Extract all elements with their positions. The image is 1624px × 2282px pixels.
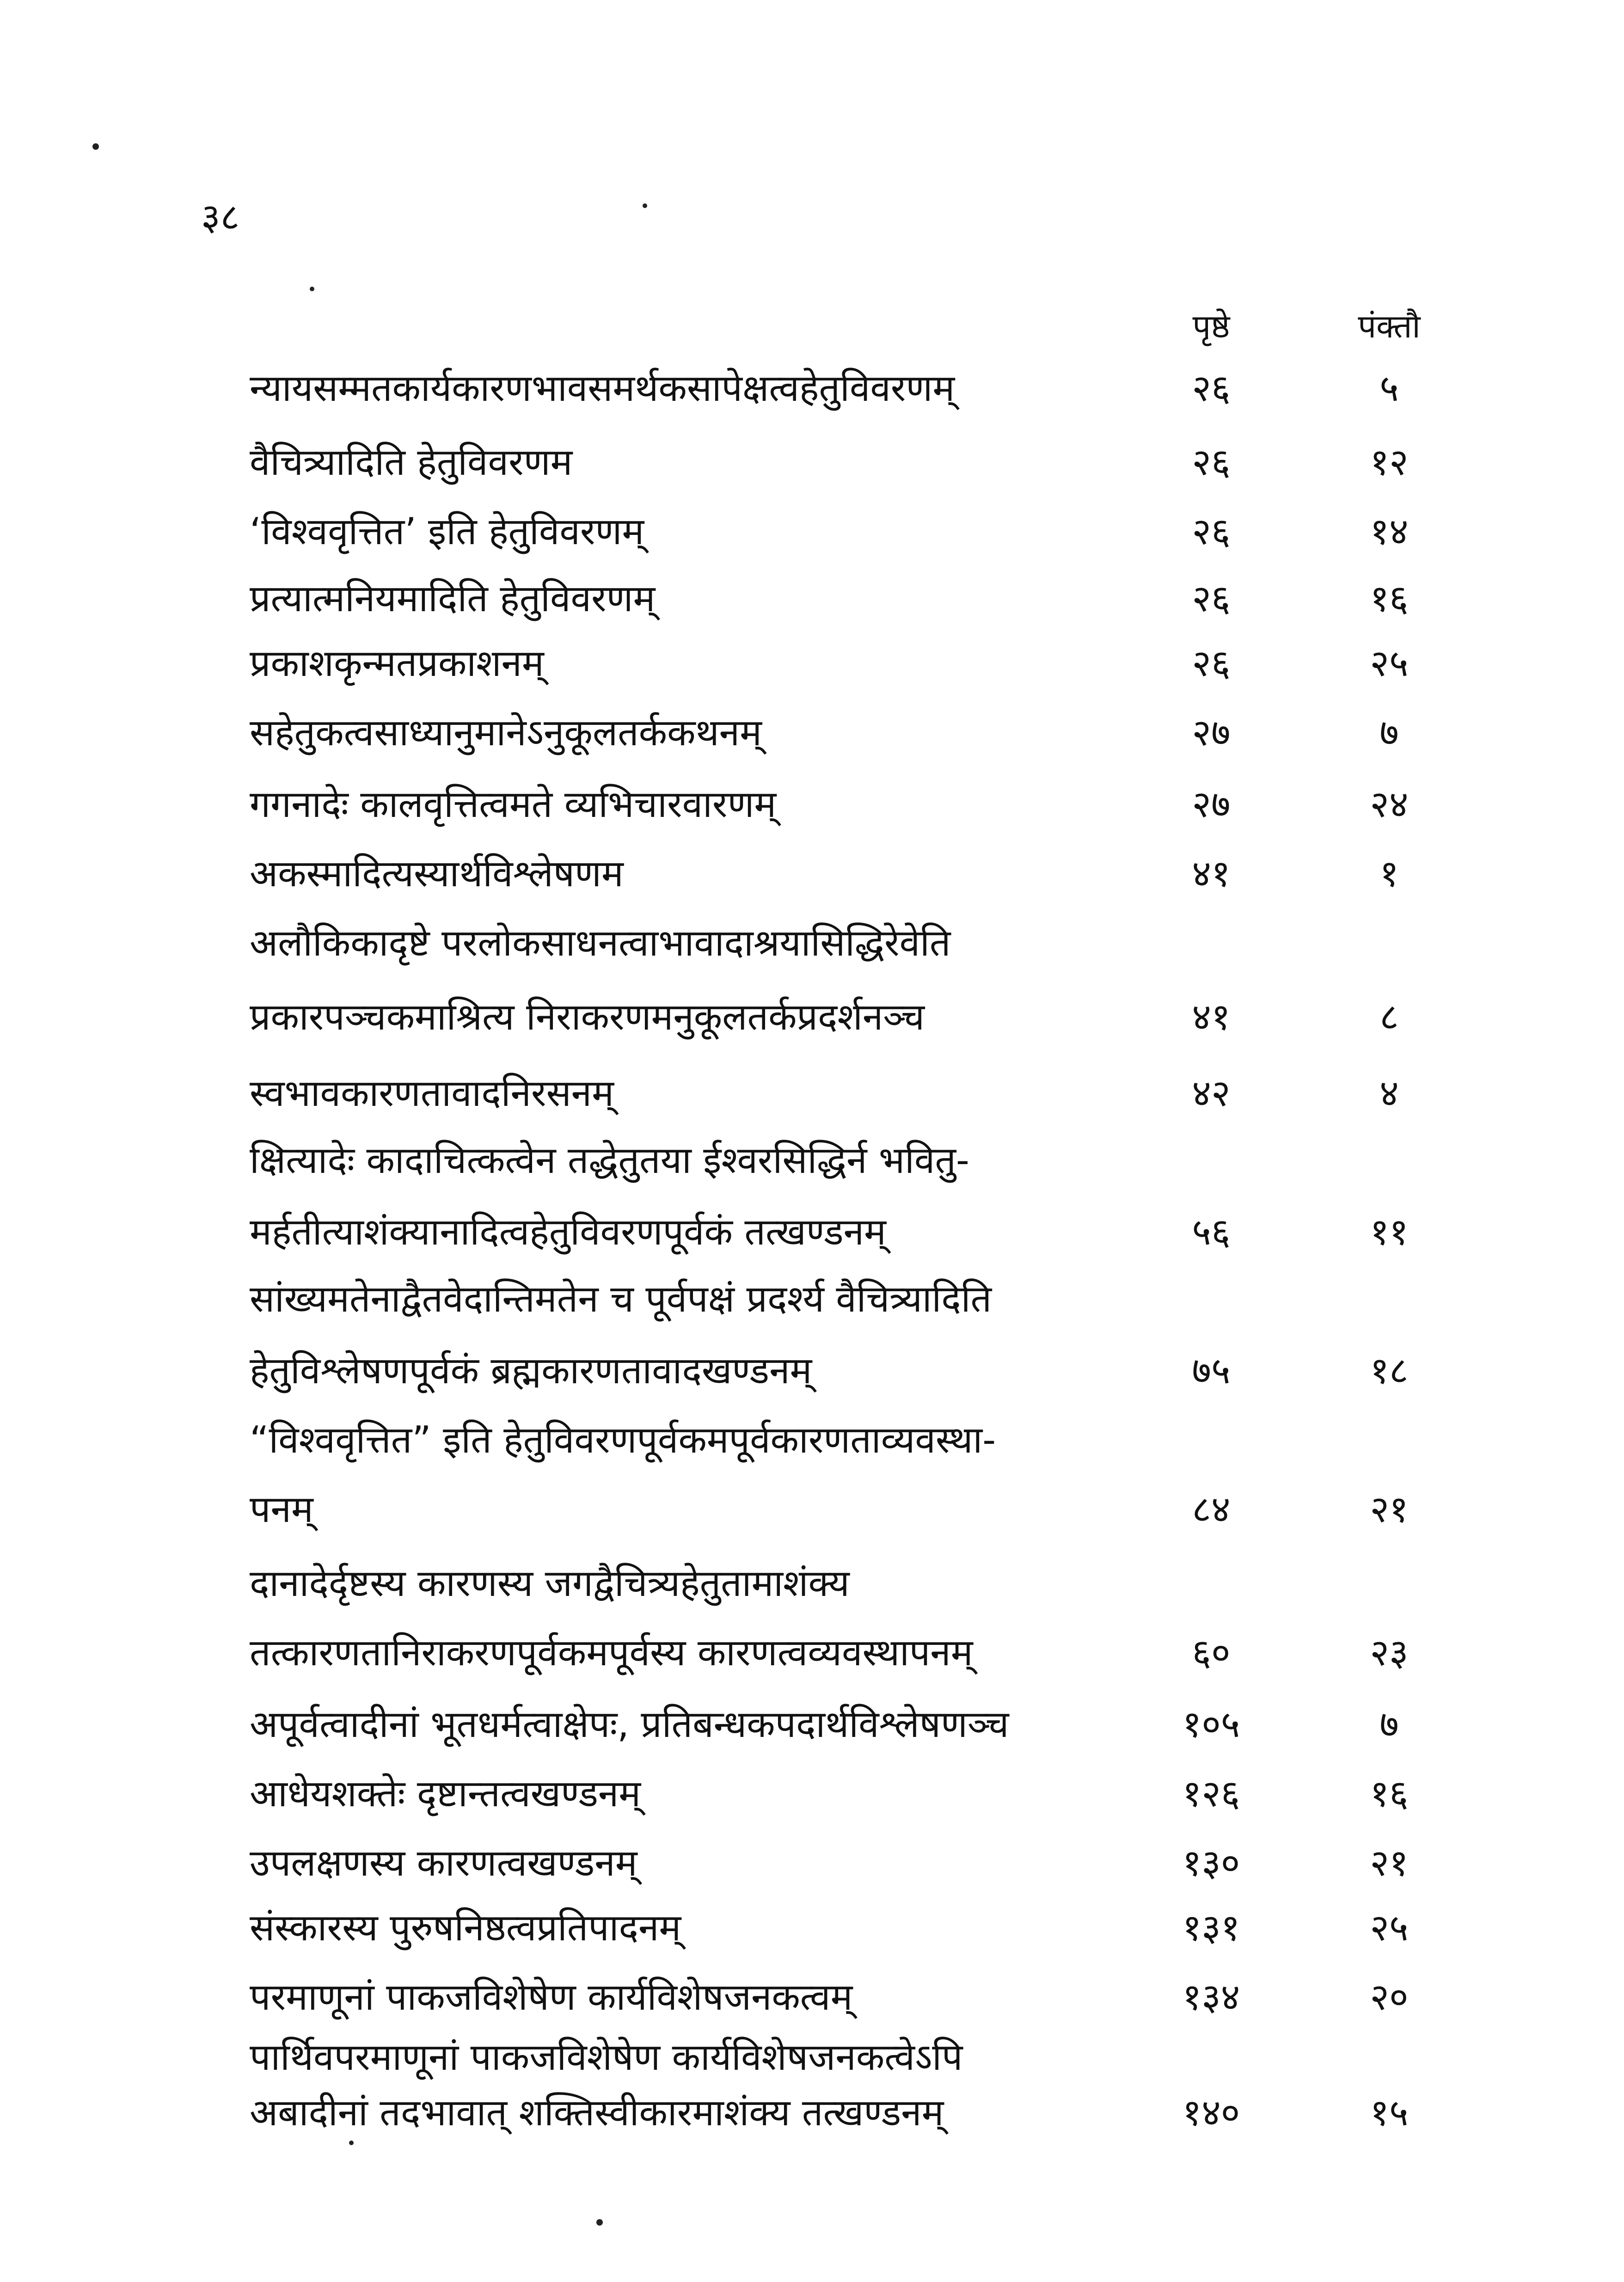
entry-title: प्रत्यात्मनियमादिति हेतुविवरणम् bbox=[250, 577, 656, 620]
list-item bbox=[250, 356, 1479, 421]
entry-title: पार्थिवपरमाणूनां पाकजविशेषेण कार्यविशेषजनकत्वेऽपि bbox=[250, 2036, 963, 2079]
entry-page-number: ४१ bbox=[1192, 852, 1231, 895]
line-column-header: पंक्तौ bbox=[1358, 307, 1421, 345]
entry-line-number: १ bbox=[1379, 852, 1399, 895]
entry-title: गगनादेः कालवृत्तित्वमते व्यभिचारवारणम् bbox=[250, 783, 777, 826]
list-item bbox=[250, 911, 1479, 975]
entry-page-number: ५६ bbox=[1192, 1210, 1231, 1253]
entry-line-number: ७ bbox=[1379, 711, 1399, 754]
entry-line-number: २५ bbox=[1370, 642, 1409, 685]
list-item bbox=[250, 1761, 1479, 1826]
entry-line-number: २४ bbox=[1370, 783, 1409, 826]
list-item bbox=[250, 1267, 1479, 1331]
list-item bbox=[250, 772, 1479, 837]
list-item bbox=[250, 566, 1479, 631]
entry-page-number: २६ bbox=[1192, 577, 1231, 620]
entry-title: अलौकिकादृष्टे परलोकसाधनत्वाभावादाश्रयासिद्धिरेवेति bbox=[250, 921, 951, 964]
entry-title: पनम् bbox=[250, 1488, 313, 1531]
scan-speck bbox=[349, 2141, 354, 2145]
entry-title: हेतुविश्लेषणपूर्वकं ब्रह्मकारणतावादखण्डनम् bbox=[250, 1349, 812, 1392]
entry-title: प्रकारपञ्चकमाश्रित्य निराकरणमनुकूलतर्कप्रदर्शनञ्च bbox=[250, 995, 925, 1038]
page-number: ३८ bbox=[201, 196, 240, 239]
entry-title: “विश्ववृत्तित” इति हेतुविवरणपूर्वकमपूर्वकारणताव्यवस्था- bbox=[250, 1418, 996, 1461]
entry-title: क्षित्यादेः कादाचित्कत्वेन तद्धेतुतया ईश्वरसिद्धिर्न भवितु- bbox=[250, 1139, 969, 1182]
list-item bbox=[250, 1620, 1479, 1685]
entry-title: सांख्यमतेनाद्वैतवेदान्तिमतेन च पूर्वपक्षं प्रदर्श्य वैचित्र्यादिति bbox=[250, 1277, 992, 1320]
entry-page-number: ७५ bbox=[1192, 1349, 1231, 1392]
entry-line-number: १८ bbox=[1370, 1349, 1409, 1392]
entry-title: उपलक्षणस्य कारणत्वखण्डनम् bbox=[250, 1841, 637, 1884]
entry-title: परमाणूनां पाकजविशेषेण कार्यविशेषजनकत्वम् bbox=[250, 1975, 853, 2018]
entry-page-number: २६ bbox=[1192, 367, 1231, 410]
entry-page-number: १३४ bbox=[1182, 1975, 1240, 2018]
list-item bbox=[250, 1965, 1479, 2030]
entry-page-number: १०५ bbox=[1182, 1703, 1240, 1746]
entry-page-number: २७ bbox=[1192, 711, 1231, 754]
entry-title: वैचित्र्यादिति हेतुविवरणम bbox=[250, 441, 573, 484]
entry-line-number: १६ bbox=[1370, 1772, 1409, 1815]
entry-line-number: २१ bbox=[1370, 1488, 1409, 1531]
entry-title: प्रकाशकृन्मतप्रकाशनम् bbox=[250, 642, 544, 685]
entry-title: ‘विश्ववृत्तित’ इति हेतुविवरणम् bbox=[250, 510, 644, 553]
entry-line-number: १६ bbox=[1370, 577, 1409, 620]
entry-page-number: १४० bbox=[1182, 2091, 1240, 2134]
scan-speck bbox=[643, 203, 647, 208]
entry-title: दानादेर्दृष्टस्य कारणस्य जगद्वैचित्र्यहेतुतामाशंक्य bbox=[250, 1562, 850, 1605]
entry-page-number: २६ bbox=[1192, 510, 1231, 553]
entry-title: मर्हतीत्याशंक्यानादित्वहेतुविवरणपूर्वकं तत्खण्डनम् bbox=[250, 1210, 886, 1253]
list-item bbox=[250, 1551, 1479, 1616]
entry-title: अकस्मादित्यस्यार्थविश्लेषणम bbox=[250, 852, 624, 895]
list-item bbox=[250, 2025, 1479, 2090]
list-item bbox=[250, 1477, 1479, 1542]
entry-title: संस्कारस्य पुरुषनिष्ठत्वप्रतिपादनम् bbox=[250, 1906, 681, 1949]
list-item bbox=[250, 2080, 1479, 2145]
entry-line-number: ५ bbox=[1379, 367, 1399, 410]
list-item bbox=[250, 1692, 1479, 1757]
entry-line-number: १४ bbox=[1370, 510, 1409, 553]
scan-speck bbox=[310, 287, 314, 291]
list-item bbox=[250, 499, 1479, 564]
entry-page-number: ४१ bbox=[1192, 995, 1231, 1038]
entry-title: न्यायसम्मतकार्यकारणभावसमर्थकसापेक्षत्वहेतुविवरणम् bbox=[250, 367, 955, 410]
entry-line-number: ७ bbox=[1379, 1703, 1399, 1746]
list-item bbox=[250, 1128, 1479, 1193]
list-item bbox=[250, 1061, 1479, 1126]
scan-speck bbox=[92, 143, 99, 150]
list-item bbox=[250, 1831, 1479, 1896]
entry-page-number: १२६ bbox=[1182, 1772, 1240, 1815]
entry-title: स्वभावकारणतावादनिरसनम् bbox=[250, 1072, 614, 1115]
list-item bbox=[250, 1338, 1479, 1403]
list-item bbox=[250, 700, 1479, 765]
list-item bbox=[250, 1200, 1479, 1264]
entry-line-number: १५ bbox=[1370, 2091, 1409, 2134]
list-item bbox=[250, 1408, 1479, 1472]
column-headers bbox=[0, 303, 1624, 354]
entry-title: अबादीनां तदभावात् शक्तिस्वीकारमाशंक्य तत्खण्डनम् bbox=[250, 2091, 944, 2134]
entry-page-number: २६ bbox=[1192, 642, 1231, 685]
scan-speck bbox=[596, 2219, 603, 2226]
entry-page-number: २६ bbox=[1192, 441, 1231, 484]
list-item bbox=[250, 985, 1479, 1049]
entry-page-number: ४२ bbox=[1192, 1072, 1231, 1115]
entry-page-number: ८४ bbox=[1192, 1488, 1231, 1531]
entry-page-number: ६० bbox=[1192, 1631, 1231, 1674]
entry-title: आधेयशक्तेः दृष्टान्तत्वखण्डनम् bbox=[250, 1772, 641, 1815]
entry-line-number: २५ bbox=[1370, 1906, 1409, 1949]
entry-line-number: १२ bbox=[1370, 441, 1409, 484]
list-item bbox=[250, 631, 1479, 696]
entry-line-number: २० bbox=[1370, 1975, 1409, 2018]
entry-page-number: १३१ bbox=[1182, 1906, 1240, 1949]
entry-line-number: ११ bbox=[1370, 1210, 1409, 1253]
entry-line-number: ८ bbox=[1379, 995, 1399, 1038]
entry-line-number: ४ bbox=[1379, 1072, 1399, 1115]
list-item bbox=[250, 430, 1479, 495]
page-column-header: पृष्ठे bbox=[1192, 307, 1230, 345]
entry-title: सहेतुकत्वसाध्यानुमानेऽनुकूलतर्ककथनम् bbox=[250, 711, 762, 754]
list-item bbox=[250, 841, 1479, 906]
entry-title: तत्कारणतानिराकरणपूर्वकमपूर्वस्य कारणत्वव्यवस्थापनम् bbox=[250, 1631, 973, 1674]
list-item bbox=[250, 1896, 1479, 1960]
entry-page-number: २७ bbox=[1192, 783, 1231, 826]
entry-title: अपूर्वत्वादीनां भूतधर्मत्वाक्षेपः, प्रतिबन्धकपदार्थविश्लेषणञ्च bbox=[250, 1703, 1009, 1746]
entry-page-number: १३० bbox=[1182, 1841, 1240, 1884]
entry-line-number: २३ bbox=[1370, 1631, 1409, 1674]
entry-line-number: २१ bbox=[1370, 1841, 1409, 1884]
